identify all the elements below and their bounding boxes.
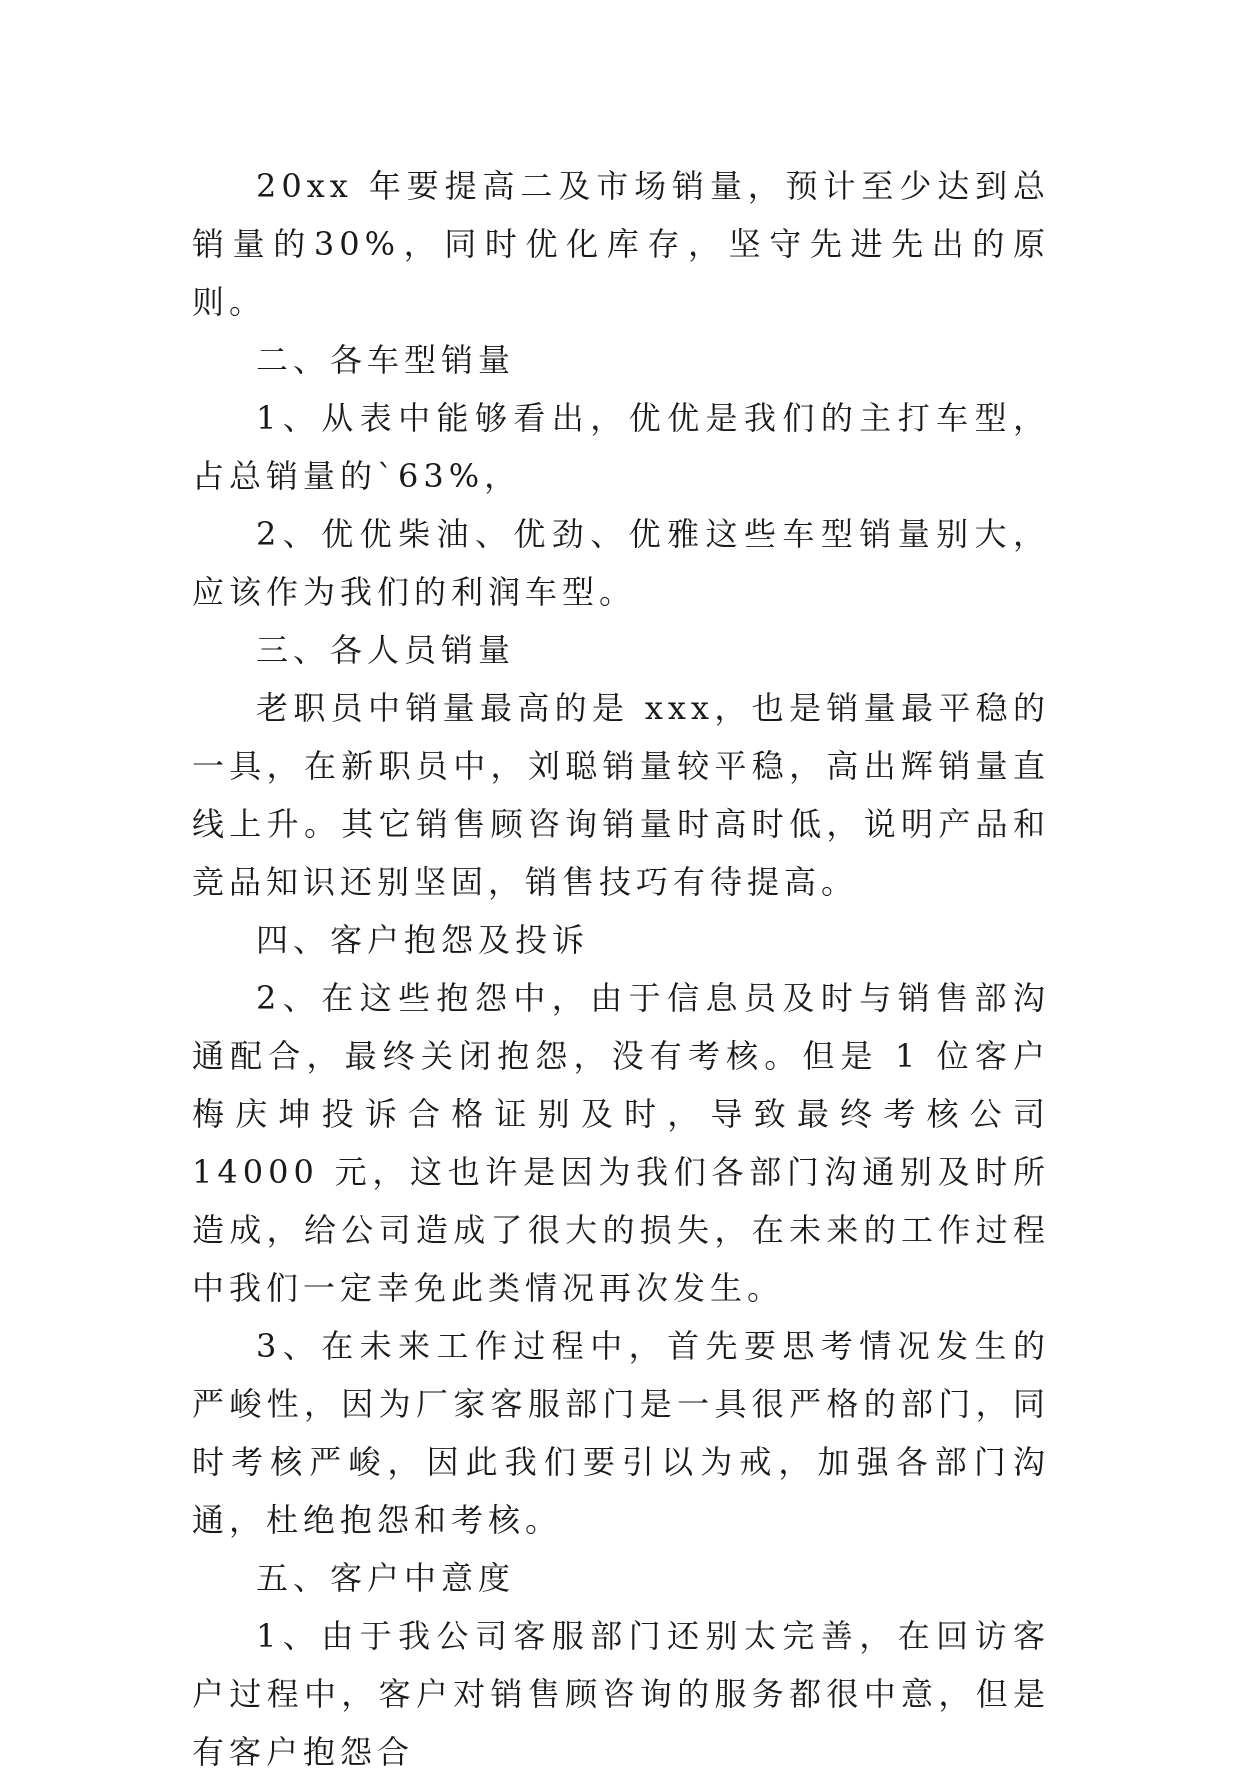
paragraph-complaints-prevention: 3、在未来工作过程中，首先要思考情况发生的严峻性，因为厂家客服部门是一具很严格的部门，同时考核严峻，因此我们要引以为戒，加强各部门沟通，杜绝抱怨和考核。 bbox=[192, 1327, 1050, 1539]
heading-satisfaction: 五、客户中意度 bbox=[256, 1559, 516, 1597]
paragraph-complaints-handling: 2、在这些抱怨中，由于信息员及时与销售部沟通配合，最终关闭抱怨，没有考核。但是 1 位客户梅庆坤投诉合格证别及时，导致最终考核公司 14000 元，这也许是因为我们各部门沟通别及时所造成，给公司造成了很大的损失，在未来的工作过程中我们一定幸免此类情况再次发生。 bbox=[192, 979, 1050, 1307]
document-body bbox=[192, 157, 1050, 1781]
paragraph-sales-target: 20xx 年要提高二及市场销量，预计至少达到总销量的30%，同时优化库存，坚守先进先出的原则。 bbox=[192, 167, 1050, 321]
paragraph-satisfaction: 1、由于我公司客服部门还别太完善，在回访客户过程中，客户对销售顾咨询的服务都很中意，但是有客户抱怨合 bbox=[192, 1617, 1050, 1771]
heading-staff-sales: 三、各人员销量 bbox=[256, 631, 516, 669]
paragraph-staff-performance: 老职员中销量最高的是 xxx，也是销量最平稳的一具，在新职员中，刘聪销量较平稳，高出辉销量直线上升。其它销售顾咨询销量时高时低，说明产品和竞品知识还别坚固，销售技巧有待提高。 bbox=[192, 689, 1050, 901]
heading-complaints: 四、客户抱怨及投诉 bbox=[256, 921, 590, 959]
heading-model-sales: 二、各车型销量 bbox=[256, 341, 516, 379]
paragraph-profit-models: 2、优优柴油、优劲、优雅这些车型销量别大，应该作为我们的利润车型。 bbox=[192, 515, 1050, 611]
paragraph-main-model: 1、从表中能够看出，优优是我们的主打车型，占总销量的`63%， bbox=[192, 399, 1050, 495]
